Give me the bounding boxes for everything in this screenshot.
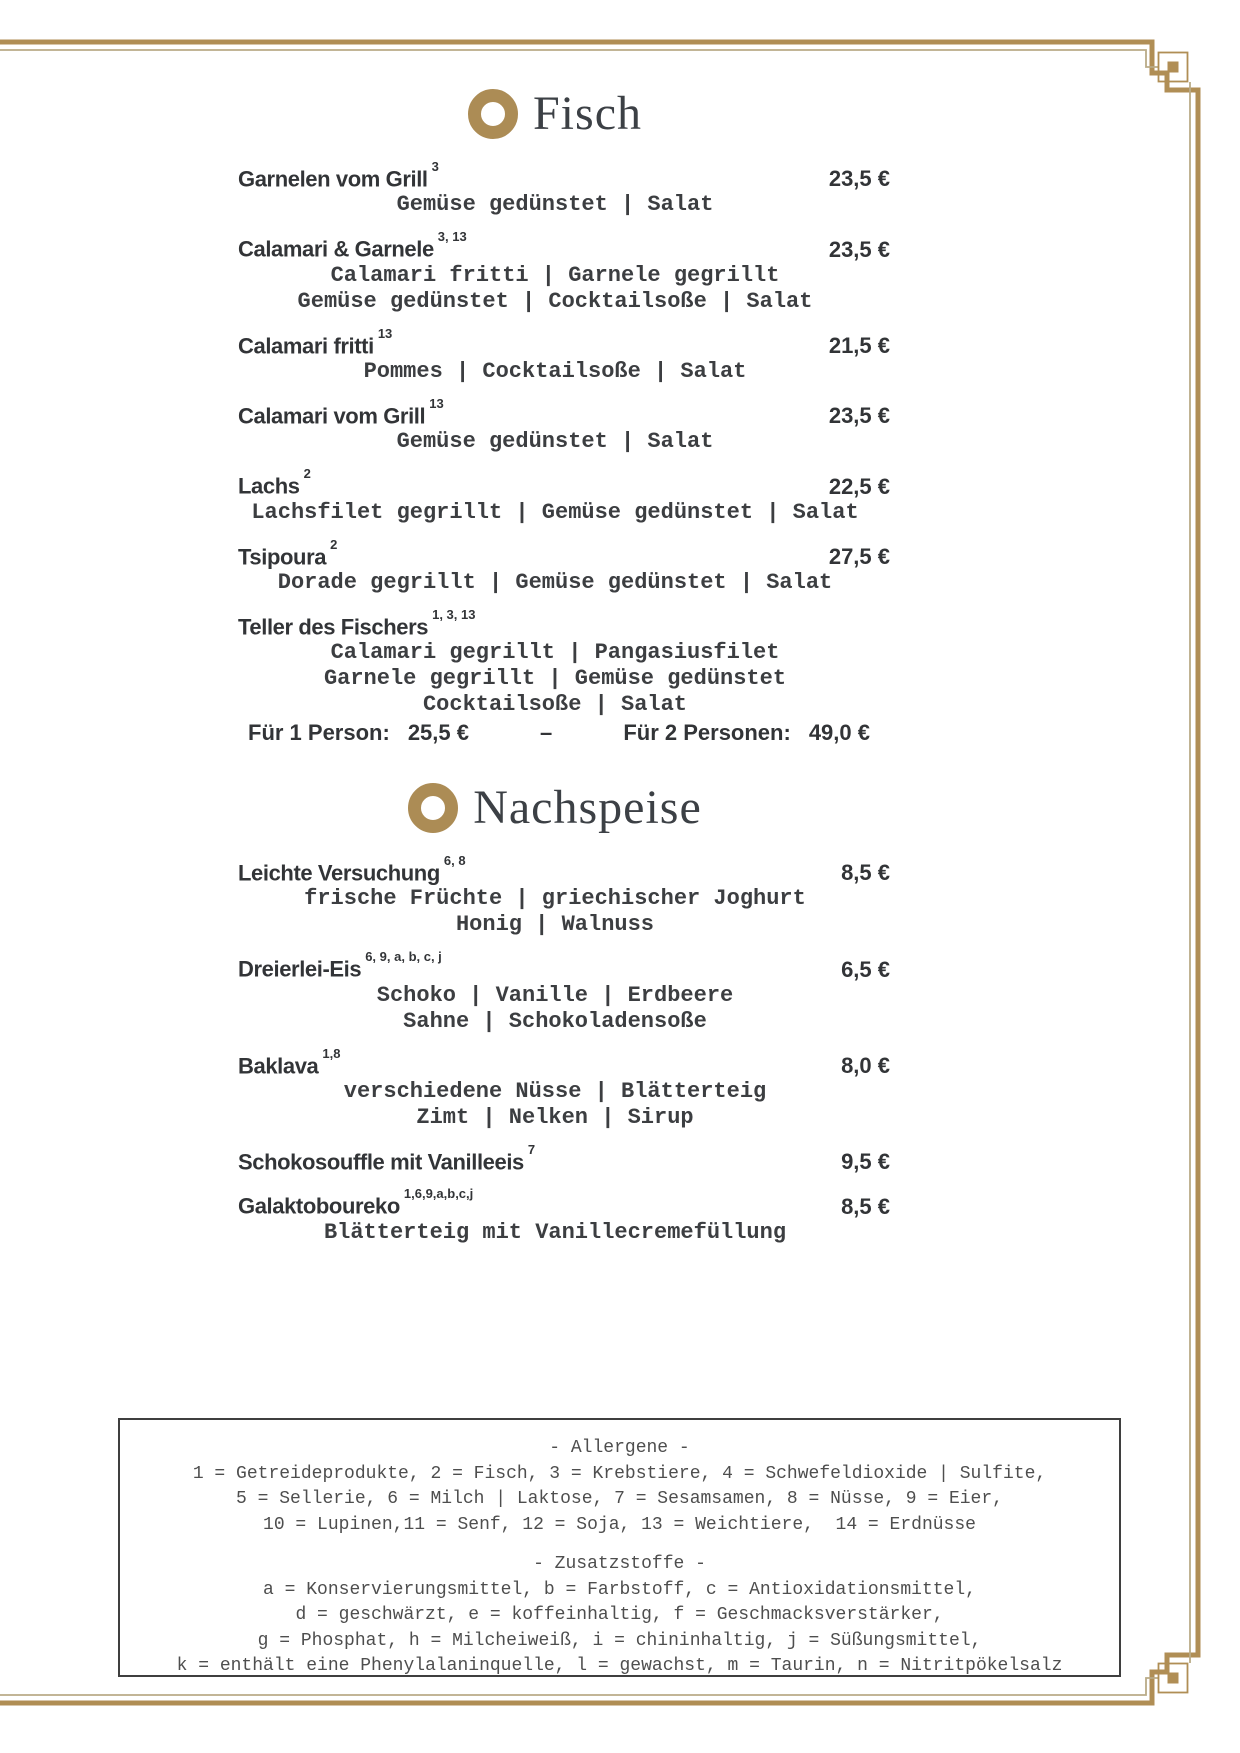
item-header: [220, 538, 890, 570]
item-description: [220, 640, 890, 718]
item-portion-pricing: [220, 718, 890, 746]
item-price: 8,5 €: [841, 1193, 890, 1219]
item-price: 23,5 €: [828, 236, 890, 262]
legend-line: d = geschwärzt, e = koffeinhaltig, f = Geschmacksverstärker,: [295, 1605, 944, 1625]
item-name: [238, 230, 467, 262]
item-description: [220, 429, 890, 455]
item-header: [220, 327, 890, 359]
item-price: 6,5 €: [841, 956, 890, 982]
menu-item: [220, 230, 890, 314]
item-description-line: Gemüse gedünstet | Salat: [396, 192, 714, 218]
section-header-fisch: [220, 88, 890, 140]
legend-line: k = enthält eine Phenylalaninquelle, l = gewachst, m = Taurin, n = Nitritpökelsalz: [176, 1656, 1063, 1676]
item-allergen-superscript: 1,6,9,a,b,c,j: [403, 1186, 474, 1202]
menu-item: [220, 397, 890, 455]
menu-item: [220, 538, 890, 596]
item-description-line: Dorade gegrillt | Gemüse gedünstet | Salat: [277, 569, 833, 595]
item-header: [220, 467, 890, 499]
allergen-legend-box: [118, 1418, 1121, 1677]
item-allergen-superscript: 2: [303, 466, 311, 482]
item-name-text: Calamari vom Grill: [238, 403, 426, 429]
item-name-text: Dreierlei-Eis: [238, 956, 362, 982]
item-header: [220, 1143, 890, 1175]
item-name: [238, 950, 442, 982]
item-header: [220, 950, 890, 982]
item-name-text: Schokosouffle mit Vanilleeis: [238, 1149, 524, 1175]
pricing-left-label: Für 1 Person:: [248, 720, 390, 746]
item-description-line: Pommes | Cocktailsoße | Salat: [363, 358, 747, 384]
ring-icon: [408, 783, 458, 833]
item-header: [220, 854, 890, 886]
item-description: [220, 1079, 890, 1131]
menu-item: [220, 1047, 890, 1131]
item-allergen-superscript: 7: [527, 1141, 536, 1157]
item-description-line: Gemüse gedünstet | Cocktailsoße | Salat: [297, 288, 813, 314]
item-name: [238, 1047, 340, 1079]
pricing-left-price: 25,5 €: [407, 720, 469, 746]
frame-inner-line-bottom: [0, 1678, 1158, 1695]
menu-item: [220, 327, 890, 385]
item-header: [220, 397, 890, 429]
item-name: [238, 608, 475, 640]
items-fisch: [220, 160, 890, 746]
item-name-text: Baklava: [238, 1052, 319, 1078]
item-name: [238, 538, 337, 570]
item-name: [238, 854, 466, 886]
item-name-text: Calamari fritti: [238, 332, 374, 358]
frame-inner-line-top: [0, 50, 1158, 67]
item-description: [220, 359, 890, 385]
section-nachspeise: [220, 782, 890, 1258]
item-allergen-superscript: 3: [431, 159, 439, 174]
item-description: [220, 1220, 890, 1246]
legend-line: 5 = Sellerie, 6 = Milch | Laktose, 7 = Sesamsamen, 8 = Nüsse, 9 = Eier,: [236, 1489, 1003, 1509]
item-header: [220, 160, 890, 192]
item-description-line: Sahne | Schokoladensoße: [403, 1008, 707, 1034]
item-name-text: Galaktoboureko: [238, 1193, 400, 1219]
item-description-line: Garnele gegrillt | Gemüse gedünstet: [323, 666, 787, 692]
item-name-text: Calamari & Garnele: [238, 236, 434, 262]
item-allergen-superscript: 3, 13: [437, 229, 467, 245]
item-price: 21,5 €: [828, 332, 890, 358]
legend-line: 10 = Lupinen,11 = Senf, 12 = Soja, 13 = Weichtiere, 14 = Erdnüsse: [263, 1514, 976, 1535]
legend-heading: - Allergene -: [549, 1438, 690, 1458]
legend-heading: - Zusatzstoffe -: [533, 1554, 706, 1574]
item-allergen-superscript: 1, 3, 13: [432, 606, 476, 622]
legend-line: 1 = Getreideprodukte, 2 = Fisch, 3 = Krebstiere, 4 = Schwefeldioxide | Sulfite,: [192, 1463, 1047, 1484]
item-header: [220, 608, 890, 640]
item-header: [220, 1047, 890, 1079]
item-allergen-superscript: 13: [377, 325, 393, 341]
item-description-line: Gemüse gedünstet | Salat: [396, 429, 714, 455]
item-name-text: Lachs: [238, 473, 300, 499]
item-description: [220, 570, 890, 596]
item-description-line: Schoko | Vanille | Erdbeere: [376, 982, 734, 1008]
item-allergen-superscript: 6, 8: [443, 853, 466, 868]
item-description: [220, 500, 890, 526]
pricing-right-label: Für 2 Personen:: [623, 720, 791, 746]
item-price: 8,0 €: [841, 1052, 890, 1078]
greek-key-center-bottom-icon: [1168, 1673, 1179, 1684]
pricing-left: [248, 719, 469, 746]
item-name: [238, 397, 444, 429]
legend-group: [120, 1436, 1119, 1538]
item-description: [220, 192, 890, 218]
item-name-text: Teller des Fischers: [238, 614, 429, 640]
item-price: 23,5 €: [828, 403, 890, 429]
item-allergen-superscript: 2: [330, 536, 338, 552]
menu-item: [220, 1143, 890, 1175]
item-description-line: verschiedene Nüsse | Blätterteig: [343, 1078, 767, 1104]
legend-line: a = Konservierungsmittel, b = Farbstoff, c = Antioxidationsmittel,: [263, 1579, 976, 1600]
pricing-right: [623, 719, 870, 746]
menu-item: [220, 1187, 890, 1245]
item-description-line: Zimt | Nelken | Sirup: [416, 1104, 694, 1130]
item-description-line: Cocktailsoße | Salat: [422, 692, 688, 718]
section-fisch: [220, 88, 890, 758]
items-nachspeise: [220, 854, 890, 1246]
item-price: 22,5 €: [828, 473, 890, 499]
section-header-nachspeise: [220, 782, 890, 834]
legend-group: [120, 1552, 1119, 1680]
item-description: [220, 983, 890, 1035]
item-description-line: frische Früchte | griechischer Joghurt: [304, 886, 806, 912]
item-name-text: Garnelen vom Grill: [238, 166, 428, 192]
pricing-separator: –: [540, 720, 553, 746]
item-price: 9,5 €: [841, 1149, 890, 1175]
item-description-line: Calamari gegrillt | Pangasiusfilet: [330, 640, 780, 666]
greek-key-corner-bottom-icon: [1159, 1664, 1188, 1693]
item-allergen-superscript: 6, 9, a, b, c, j: [365, 949, 442, 965]
item-description-line: Calamari fritti | Garnele gegrillt: [330, 262, 780, 288]
item-header: [220, 230, 890, 262]
item-allergen-superscript: 13: [429, 395, 444, 411]
menu-item: [220, 854, 890, 938]
item-header: [220, 1187, 890, 1219]
item-name: [238, 1187, 473, 1219]
item-name: [238, 467, 311, 499]
item-description: [220, 886, 890, 938]
item-name-text: Leichte Versuchung: [238, 860, 440, 886]
item-description: [220, 263, 890, 315]
item-name: [238, 160, 439, 192]
menu-item: [220, 608, 890, 746]
menu-item: [220, 160, 890, 218]
item-name: [238, 1143, 535, 1175]
item-description-line: Blätterteig mit Vanillecremefüllung: [323, 1219, 787, 1245]
greek-key-corner-top-icon: [1159, 53, 1188, 82]
item-price: 27,5 €: [828, 543, 890, 569]
item-name-text: Tsipoura: [238, 543, 327, 569]
ring-icon: [468, 89, 518, 139]
item-name: [238, 327, 392, 359]
item-price: 8,5 €: [841, 860, 890, 886]
pricing-right-price: 49,0 €: [808, 720, 870, 746]
item-allergen-superscript: 1,8: [322, 1045, 341, 1061]
menu-item: [220, 467, 890, 525]
item-description-line: Lachsfilet gegrillt | Gemüse gedünstet | Salat: [251, 499, 859, 525]
section-title-fisch: Fisch: [532, 87, 642, 140]
section-title-nachspeise: Nachspeise: [473, 781, 702, 834]
greek-key-center-top-icon: [1168, 62, 1179, 73]
item-price: 23,5 €: [828, 166, 890, 192]
item-description-line: Honig | Walnuss: [455, 912, 655, 938]
legend-line: g = Phosphat, h = Milcheiweiß, i = chininhaltig, j = Süßungsmittel,: [257, 1630, 982, 1651]
menu-item: [220, 950, 890, 1034]
